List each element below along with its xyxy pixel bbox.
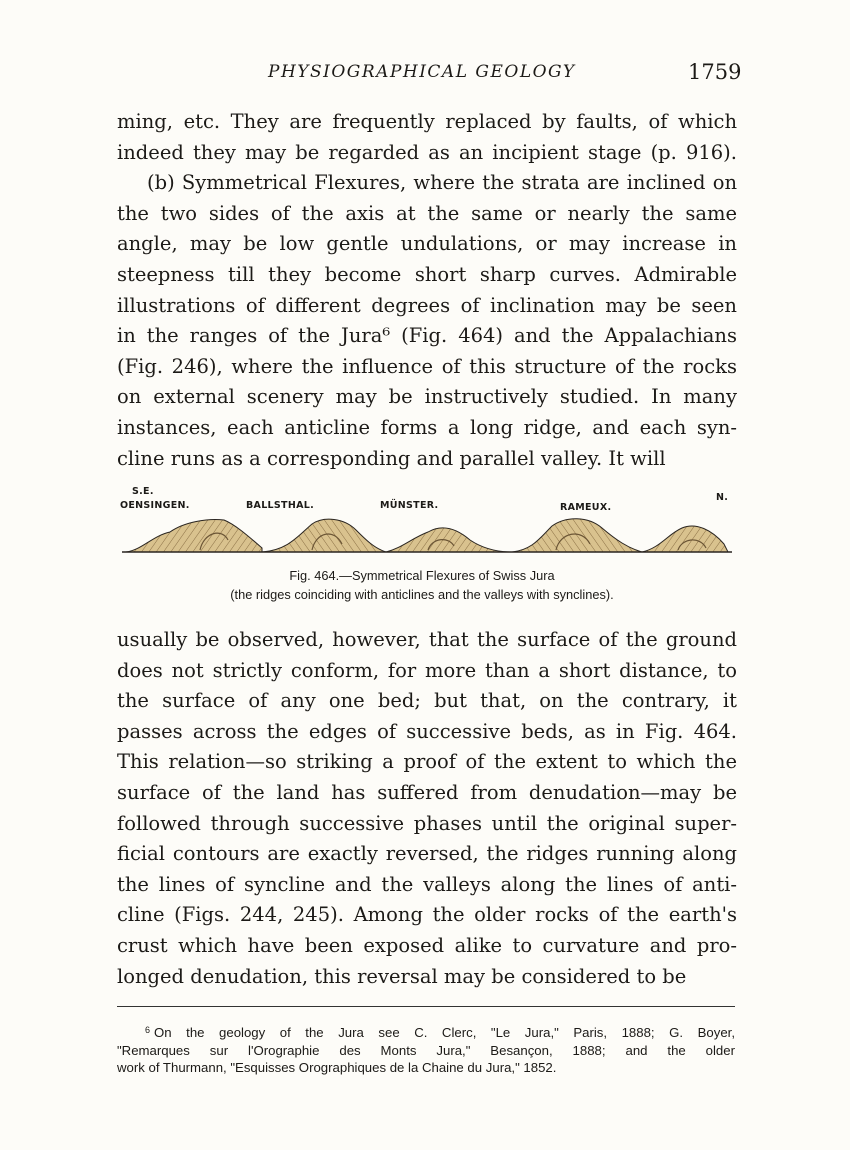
label-north: N.	[716, 492, 729, 503]
ridge-east	[642, 526, 728, 552]
label-rameux: RAMEUX.	[560, 502, 612, 513]
text-line: (b) Symmetrical Flexures, where the strata are inclined on	[147, 171, 737, 195]
footnote-marker: 6	[145, 1025, 151, 1035]
text-line: crust which have been exposed alike to curvature and pro-	[117, 933, 737, 957]
text-line: does not strictly conform, for more than a short distance, to	[117, 658, 737, 682]
text-line: steepness till they become short sharp curves. Admirable	[117, 262, 737, 286]
text-line: cline runs as a corresponding and parallel valley. It will	[117, 446, 666, 470]
text-line: the surface of any one bed; but that, on the contrary, it	[117, 689, 737, 713]
footnote-line: work of Thurmann, "Esquisses Orographiques de la Chaine du Jura," 1852.	[117, 1060, 557, 1076]
ridge-munster	[386, 528, 512, 552]
footnote-line: "Remarques sur l'Orographie des Monts Jura," Besançon, 1888; and the older	[117, 1042, 735, 1058]
text-line: on external scenery may be instructively studied. In many	[117, 385, 737, 409]
figure-caption-detail: (the ridges coinciding with anticlines and the valleys with synclines).	[230, 587, 614, 602]
text-line: (Fig. 246), where the influence of this structure of the rocks	[117, 354, 737, 378]
label-ballsthal: BALLSTHAL.	[246, 500, 314, 511]
label-oensingen: OENSINGEN.	[120, 500, 190, 511]
text-line: in the ranges of the Jura⁶ (Fig. 464) and the Appalachians	[117, 324, 737, 348]
geological-section	[112, 510, 736, 558]
body-text-bottom	[117, 625, 737, 992]
ridge-oensingen	[126, 520, 262, 553]
footnote-text: On the geology of the Jura see C. Clerc, "Le Jura," Paris, 1888; G. Boyer,	[154, 1025, 735, 1040]
figure-caption-title: Fig. 464.—Symmetrical Flexures of Swiss Jura	[289, 568, 555, 583]
text-line: ming, etc. They are frequently replaced by faults, of which	[117, 110, 737, 133]
text-line: the lines of syncline and the valleys along the lines of anti-	[117, 872, 737, 896]
text-line: followed through successive phases until the original super-	[117, 811, 737, 835]
label-munster: MÜNSTER.	[380, 500, 439, 511]
text-line: the two sides of the axis at the same or nearly the same	[117, 201, 737, 225]
text-line: usually be observed, however, that the surface of the ground	[117, 628, 737, 651]
text-line: illustrations of different degrees of inclination may be seen	[117, 293, 737, 317]
text-line: This relation—so striking a proof of the extent to which the	[117, 750, 737, 774]
body-text-top	[117, 107, 737, 474]
label-se: S.E.	[132, 486, 154, 497]
page-number: 1759	[688, 60, 742, 84]
text-line: surface of the land has suffered from denudation—may be	[117, 780, 737, 804]
footnote-line	[117, 1022, 735, 1042]
footnote	[117, 1022, 735, 1077]
text-line: ficial contours are exactly reversed, the ridges running along	[117, 842, 737, 866]
text-line: passes across the edges of successive beds, as in Fig. 464.	[117, 719, 737, 743]
text-line: instances, each anticline forms a long ridge, and each syn-	[117, 415, 737, 439]
ridge-ballsthal	[262, 519, 386, 552]
text-line: cline (Figs. 244, 245). Among the older rocks of the earth's	[117, 903, 737, 927]
footnote-divider	[117, 1006, 735, 1007]
text-line: longed denudation, this reversal may be considered to be	[117, 964, 687, 988]
running-head-title: PHYSIOGRAPHICAL GEOLOGY	[268, 62, 576, 82]
ridge-rameux	[512, 519, 642, 552]
text-line: indeed they may be regarded as an incipient stage (p. 916).	[117, 140, 737, 164]
text-line: angle, may be low gentle undulations, or may increase in	[117, 232, 737, 256]
